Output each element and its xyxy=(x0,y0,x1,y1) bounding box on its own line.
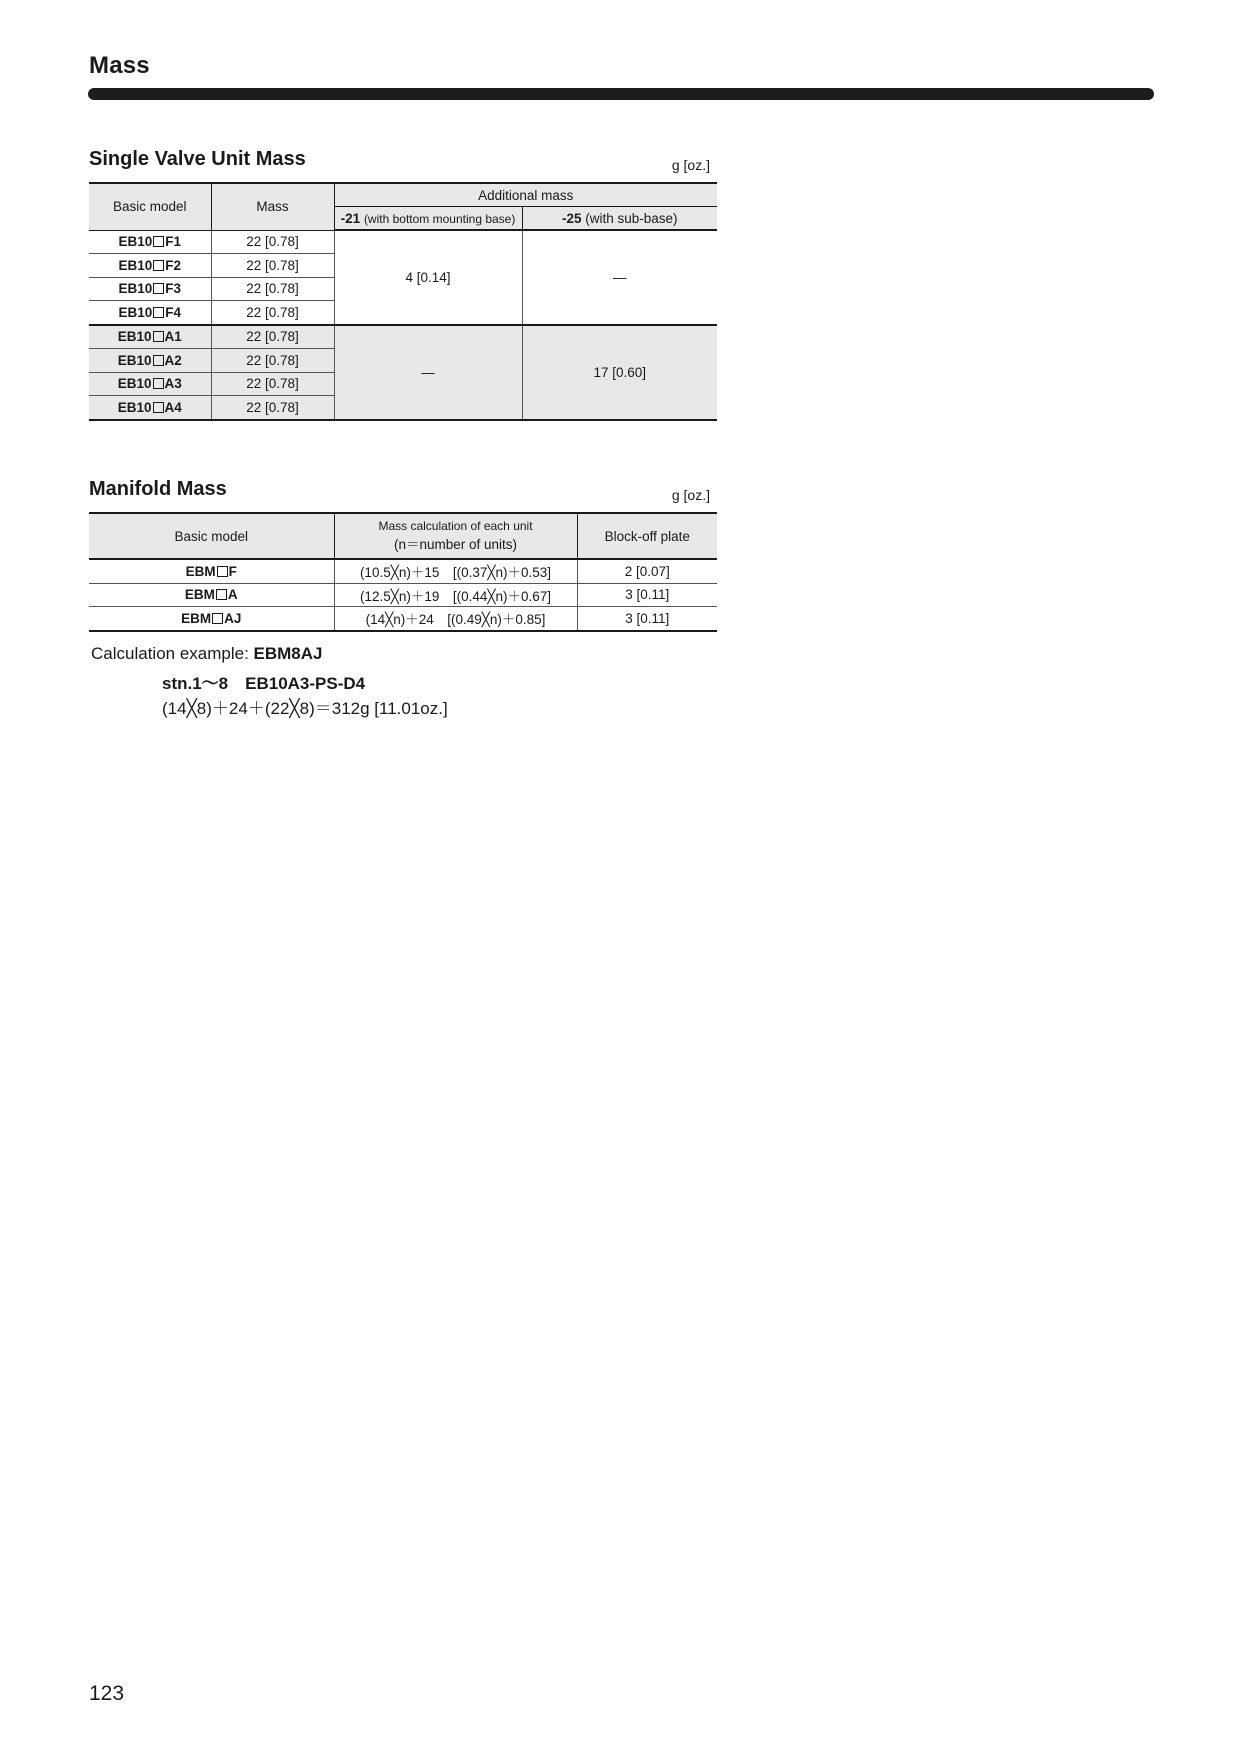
group-f-add21: 4 [0.14] xyxy=(334,230,522,325)
single-valve-table xyxy=(89,182,717,421)
calc-example-model: EBM8AJ xyxy=(253,644,323,663)
group-a-add25: 17 [0.60] xyxy=(522,325,717,420)
single-valve-unit: g [oz.] xyxy=(671,157,710,173)
header-col-21 xyxy=(334,207,522,231)
col25-desc: (with sub-base) xyxy=(585,210,678,226)
mass-cell: 22 [0.78] xyxy=(211,325,334,349)
blank-box-symbol xyxy=(153,402,164,413)
manifold-table xyxy=(89,512,717,632)
model-cell: EB10 F2 xyxy=(89,254,211,278)
calc-cell: (14╳n)＋24 [(0.49╳n)＋0.85] xyxy=(334,607,577,631)
block-off-cell: 3 [0.11] xyxy=(577,607,717,631)
title-rule xyxy=(88,88,1154,100)
blank-box-symbol xyxy=(153,236,164,247)
calc-cell: (12.5╳n)＋19 [(0.44╳n)＋0.67] xyxy=(334,583,577,607)
block-off-cell: 3 [0.11] xyxy=(577,583,717,607)
model-cell: EB10 A2 xyxy=(89,349,211,373)
col21-code: -21 xyxy=(340,210,361,226)
page-number: 123 xyxy=(89,1682,125,1705)
mass-cell: 22 [0.78] xyxy=(211,396,334,420)
calc-example-line xyxy=(91,644,323,664)
blank-box-symbol xyxy=(153,355,164,366)
model-cell: EB10 A3 xyxy=(89,372,211,396)
mass-cell: 22 [0.78] xyxy=(211,230,334,254)
blank-box-symbol xyxy=(153,260,164,271)
model-cell: EBM A xyxy=(89,583,334,607)
mass-cell: 22 [0.78] xyxy=(211,372,334,396)
header-additional-mass: Additional mass xyxy=(334,183,717,207)
blank-box-symbol xyxy=(153,378,164,389)
table-row xyxy=(89,583,717,607)
model-cell: EBM F xyxy=(89,559,334,583)
col21-desc: (with bottom mounting base) xyxy=(363,211,516,226)
mass-cell: 22 [0.78] xyxy=(211,254,334,278)
blank-box-symbol xyxy=(153,307,164,318)
calc-example-formula: (14╳8)＋24＋(22╳8)＝312g [11.01oz.] xyxy=(162,699,448,718)
manifold-unit: g [oz.] xyxy=(671,487,710,503)
mass-cell: 22 [0.78] xyxy=(211,277,334,301)
blank-box-symbol xyxy=(216,589,227,600)
model-cell: EB10 A1 xyxy=(89,325,211,349)
blank-box-symbol xyxy=(217,566,228,577)
header-basic-model: Basic model xyxy=(89,513,334,559)
table-row xyxy=(89,607,717,631)
blank-box-symbol xyxy=(212,613,223,624)
blank-box-symbol xyxy=(153,331,164,342)
model-cell: EB10 F1 xyxy=(89,230,211,254)
single-valve-title: Single Valve Unit Mass xyxy=(89,148,306,170)
header-col-25 xyxy=(522,207,717,231)
block-off-cell: 2 [0.07] xyxy=(577,559,717,583)
header-mass-calc xyxy=(334,513,577,559)
calc-example-stations: stn.1～8 EB10A3-PS-D4 xyxy=(162,674,366,693)
header-mass: Mass xyxy=(211,183,334,230)
header-block-off: Block-off plate xyxy=(577,513,717,559)
mass-calc-line1: Mass calculation of each unit xyxy=(378,519,533,533)
page-title: Mass xyxy=(89,52,150,79)
manifold-title: Manifold Mass xyxy=(89,478,227,500)
mass-cell: 22 [0.78] xyxy=(211,301,334,325)
group-f-add25: — xyxy=(522,230,717,325)
mass-calc-line2: (n＝number of units) xyxy=(393,537,518,552)
group-a-add21: — xyxy=(334,325,522,420)
table-row xyxy=(89,230,717,254)
model-cell: EBM AJ xyxy=(89,607,334,631)
calc-cell: (10.5╳n)＋15 [(0.37╳n)＋0.53] xyxy=(334,559,577,583)
model-cell: EB10 A4 xyxy=(89,396,211,420)
mass-cell: 22 [0.78] xyxy=(211,349,334,373)
header-basic-model: Basic model xyxy=(89,183,211,230)
model-cell: EB10 F3 xyxy=(89,277,211,301)
blank-box-symbol xyxy=(153,283,164,294)
model-cell: EB10 F4 xyxy=(89,301,211,325)
col25-code: -25 xyxy=(561,210,582,226)
table-row xyxy=(89,325,717,349)
table-row xyxy=(89,559,717,583)
calc-example-label: Calculation example: xyxy=(91,644,254,663)
